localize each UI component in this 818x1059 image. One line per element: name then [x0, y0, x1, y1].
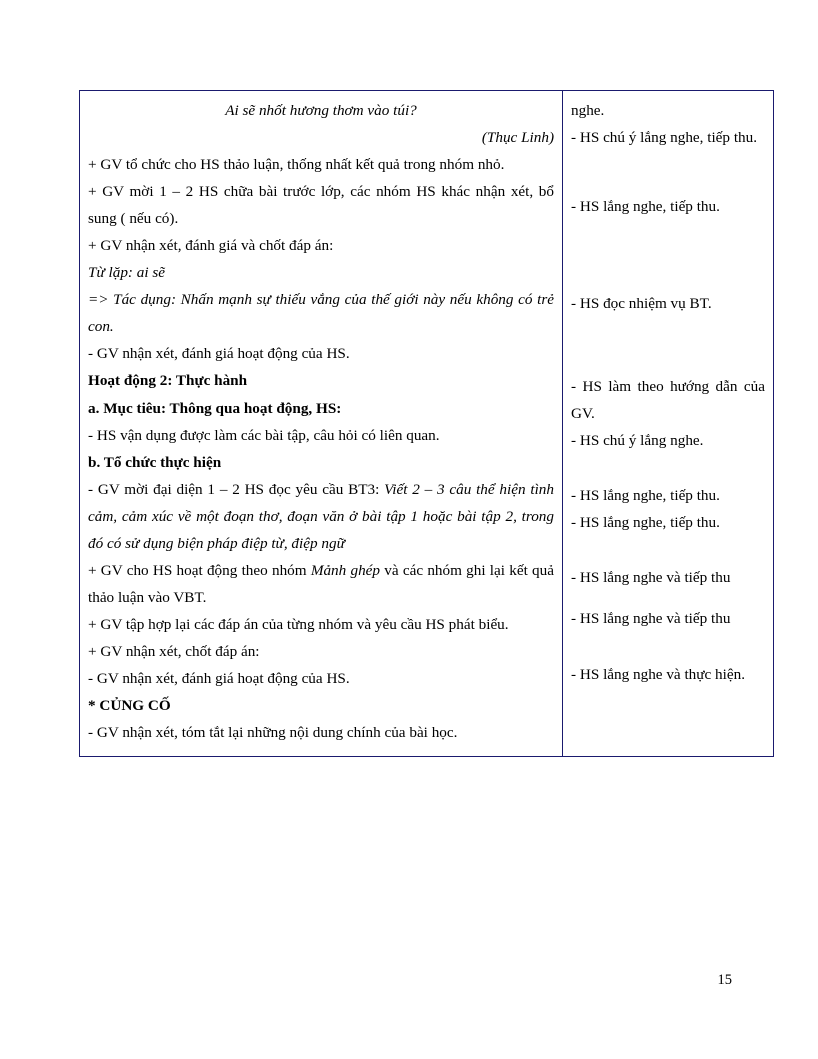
spacer	[571, 591, 765, 605]
group-activity-tail: và các nhóm ghi lại kết quả thảo luận vào VBT.	[88, 561, 554, 606]
spacer	[571, 317, 765, 373]
paragraph-discussion: + GV tổ chức cho HS thảo luận, thống nhất kết quả trong nhóm nhỏ.	[88, 156, 505, 174]
paragraph-repeated-word: Từ lặp: ai sẽ	[88, 264, 166, 282]
response-listen-absorb-3: - HS lắng nghe, tiếp thu.	[571, 514, 720, 532]
spacer	[571, 151, 765, 193]
activities-content	[88, 97, 554, 746]
paragraph-effect: => Tác dụng: Nhấn mạnh sự thiếu vắng của thế giới này nếu không có trẻ con.	[88, 291, 554, 336]
response-listen-absorb-5: - HS lắng nghe và tiếp thu	[571, 610, 731, 628]
heading-objective: a. Mục tiêu: Thông qua hoạt động, HS:	[88, 399, 342, 417]
page-number: 15	[717, 972, 732, 988]
heading-consolidation: * CỦNG CỐ	[88, 697, 171, 715]
bt3-requirement: Viết 2 – 3 câu thể hiện tình cảm, cảm xúc về một đoạn thơ, đoạn văn ở bài tập 1 hoặc bài tập 2, trong đó có sử dụng biện pháp điệp từ, điệp ngữ	[88, 480, 554, 552]
heading-activity-2: Hoạt động 2: Thực hành	[88, 372, 248, 390]
table-row	[80, 91, 774, 757]
table-cell-student-responses	[563, 91, 774, 757]
heading-organization: b. Tổ chức thực hiện	[88, 453, 222, 471]
paragraph-assess-activity-2: - GV nhận xét, đánh giá hoạt động của HS.	[88, 669, 350, 687]
paragraph-evaluate-answer: + GV nhận xét, đánh giá và chốt đáp án:	[88, 237, 334, 255]
spacer	[571, 633, 765, 661]
group-method-name: Mảnh ghép	[310, 561, 381, 579]
bt3-lead: - GV mời đại diện 1 – 2 HS đọc yêu cầu BT3:	[88, 480, 385, 498]
paragraph-bt3	[88, 476, 554, 557]
paragraph-objective-detail: - HS vận dụng được làm các bài tập, câu hỏi có liên quan.	[88, 426, 440, 444]
response-listen-attentively: - HS chú ý lắng nghe, tiếp thu.	[571, 129, 758, 147]
group-activity-lead: + GV cho HS hoạt động theo nhóm	[88, 561, 311, 579]
table-cell-activities	[80, 91, 563, 757]
spacer	[571, 220, 765, 290]
response-follow-guidance: - HS làm theo hướng dẫn của GV.	[571, 378, 765, 423]
paragraph-group-activity	[88, 557, 554, 611]
response-listen-attentively-2: - HS chú ý lắng nghe.	[571, 432, 704, 450]
spacer	[571, 454, 765, 482]
poem-title: Ai sẽ nhốt hương thơm vào túi?	[225, 102, 417, 119]
lesson-plan-table	[79, 90, 774, 757]
response-read-task: - HS đọc nhiệm vụ BT.	[571, 295, 712, 313]
response-listen-implement: - HS lắng nghe và thực hiện.	[571, 665, 745, 683]
poem-author: (Thục Linh)	[481, 129, 554, 147]
student-responses-content	[571, 97, 765, 688]
response-listen-absorb-4: - HS lắng nghe và tiếp thu	[571, 569, 731, 587]
response-listen-absorb-2: - HS lắng nghe, tiếp thu.	[571, 487, 720, 505]
paragraph-summary: - GV nhận xét, tóm tắt lại những nội dung chính của bài học.	[88, 724, 458, 742]
paragraph-conclude-answer: + GV nhận xét, chốt đáp án:	[88, 642, 260, 660]
paragraph-collect-answers: + GV tập hợp lại các đáp án của từng nhóm và yêu cầu HS phát biểu.	[88, 615, 509, 633]
response-continuation: nghe.	[571, 102, 605, 119]
paragraph-assess-activity-1: - GV nhận xét, đánh giá hoạt động của HS.	[88, 345, 350, 363]
paragraph-invite-students: + GV mời 1 – 2 HS chữa bài trước lớp, các nhóm HS khác nhận xét, bổ sung ( nếu có).	[88, 183, 554, 228]
response-listen-absorb-1: - HS lắng nghe, tiếp thu.	[571, 198, 720, 216]
spacer	[571, 536, 765, 564]
